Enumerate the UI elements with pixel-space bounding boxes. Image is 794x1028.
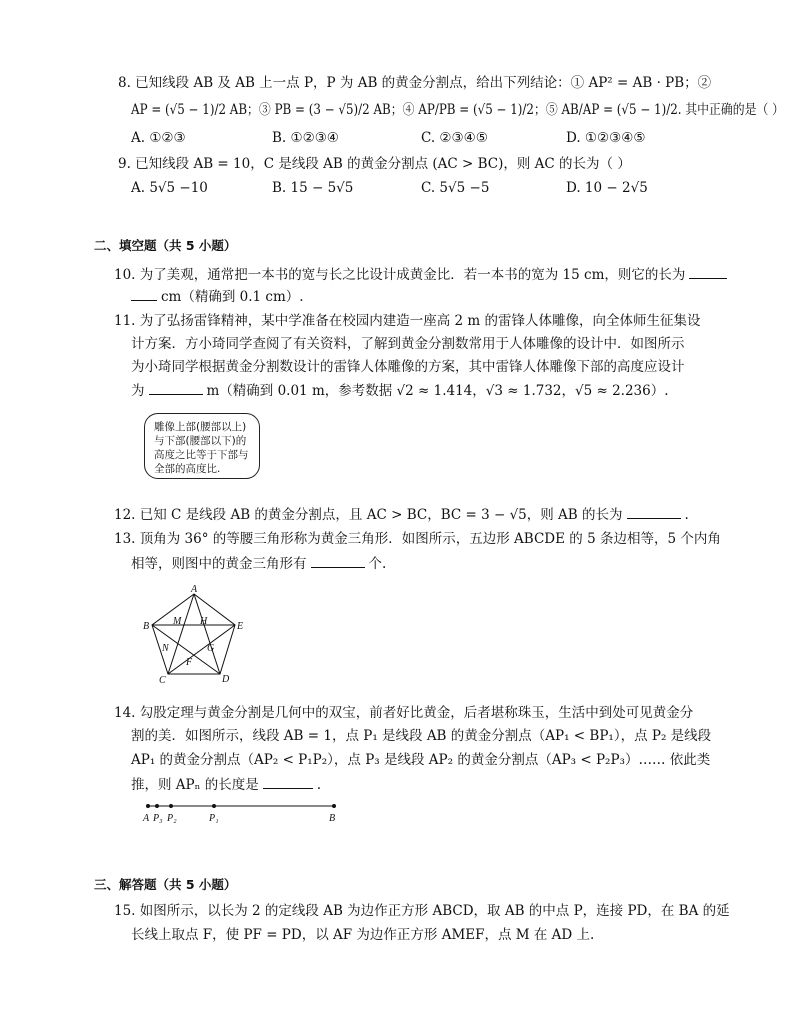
label-g: G — [207, 643, 215, 654]
q9-options — [131, 178, 751, 198]
label-c: C — [159, 675, 166, 684]
q11-note-line: 高度之比等于下部与 — [154, 449, 249, 461]
point-b — [332, 804, 336, 808]
q10-stem-line1 — [114, 264, 727, 285]
q14-stem-line2: 割的美．如图所示，线段 AB = 1，点 P₁ 是线段 AB 的黄金分割点（AP₁ < BP₁），点 P₂ 是线段 — [131, 728, 712, 744]
q12-text-2: . — [684, 507, 689, 523]
q10-answer-blank-b[interactable] — [131, 286, 157, 301]
q11-text-4b: m（精确到 0.01 m，参考数据 √2 ≈ 1.414，√3 ≈ 1.732，√5 ≈ 2.236）. — [206, 383, 669, 399]
point-p3 — [155, 804, 159, 808]
q8-option-d[interactable]: D. ①②③④⑤ — [566, 130, 646, 146]
q11-note-line: 雕像上部(腰部以上) — [154, 421, 247, 433]
q12-stem — [114, 504, 689, 525]
q11-note-box — [144, 413, 260, 479]
q11-answer-blank[interactable] — [149, 380, 203, 395]
q11-text-4a: 为 — [131, 383, 145, 399]
q9-option-c[interactable]: C. 5√5 −5 — [421, 180, 490, 196]
q13-stem-line1: 13. 顶角为 36° 的等腰三角形称为黄金三角形．如图所示，五边形 ABCDE 的 5 条边相等，5 个内角 — [114, 531, 721, 547]
q11-stem-line4 — [131, 380, 669, 401]
q15-stem-line1: 15. 如图所示，以长为 2 的定线段 AB 为边作正方形 ABCD，取 AB 的中点 P，连接 PD，在 BA 的延 — [114, 903, 730, 919]
point-p1 — [212, 804, 216, 808]
label-h: H — [200, 616, 208, 627]
q10-stem-line2 — [131, 286, 304, 307]
q9-option-b[interactable]: B. 15 − 5√5 — [272, 180, 354, 196]
q13-text-2b: 个. — [368, 556, 387, 572]
q11-stem-line3: 为小琦同学根据黄金分割数设计的雷锋人体雕像的方案，其中雷锋人体雕像下部的高度应设计 — [131, 359, 685, 375]
q11-stem-line1: 11. 为了弘扬雷锋精神，某中学准备在校园内建造一座高 2 m 的雷锋人体雕像，向全体师生征集设 — [114, 313, 701, 329]
q12-answer-blank[interactable] — [627, 504, 681, 519]
label-d: D — [222, 674, 230, 684]
q12-text-1: 12. 已知 C 是线段 AB 的黄金分割点，且 AC > BC，BC = 3 − √5，则 AB 的长为 — [114, 507, 623, 523]
label-e: E — [237, 621, 244, 632]
diagonal-ce — [168, 625, 235, 674]
q8-stem-line1: 8. 已知线段 AB 及 AB 上一点 P，P 为 AB 的黄金分割点，给出下列结论：① AP² = AB · PB；② — [118, 75, 712, 91]
q9-option-d[interactable]: D. 10 − 2√5 — [566, 180, 648, 196]
label-seg-p1: P₁ — [209, 813, 219, 824]
label-seg-a: A — [143, 813, 150, 824]
q8-option-b[interactable]: B. ①②③④ — [272, 130, 339, 146]
label-seg-p2: P₂ — [167, 813, 177, 824]
point-a — [146, 804, 150, 808]
pentagon-figure — [140, 584, 250, 684]
q8-stem-line2: AP = (√5 − 1)/2 AB；③ PB = (3 − √5)/2 AB；④ AP/PB = (√5 − 1)/2；⑤ AB/AP = (√5 − 1)/2. 其中正确的是（ ） — [131, 102, 785, 118]
label-b: B — [143, 621, 150, 632]
q14-stem-line1: 14. 勾股定理与黄金分割是几何中的双宝，前者好比黄金，后者堪称珠玉，生活中到处可见黄金分 — [114, 705, 694, 721]
section-2-title: 二、填空题（共 5 小题） — [94, 238, 237, 253]
q13-stem-line2 — [131, 553, 386, 574]
q11-stem-line2: 计方案．方小琦同学查阅了有关资料，了解到黄金分割数常用于人体雕像的设计中．如图所示 — [131, 336, 685, 352]
label-seg-b: B — [329, 813, 336, 824]
q9-stem: 9. 已知线段 AB = 10，C 是线段 AB 的黄金分割点 (AC > BC)，则 AC 的长为（ ） — [118, 156, 631, 172]
q10-text-2: cm（精确到 0.1 cm）. — [161, 289, 304, 305]
q8-option-a[interactable]: A. ①②③ — [131, 130, 186, 146]
q14-answer-blank[interactable] — [263, 774, 313, 789]
q10-answer-blank-a[interactable] — [689, 264, 727, 279]
segment-figure — [140, 798, 350, 824]
section-3-title: 三、解答题（共 5 小题） — [94, 877, 237, 892]
q13-text-2a: 相等，则图中的黄金三角形有 — [131, 556, 307, 572]
q10-text-1: 10. 为了美观，通常把一本书的宽与长之比设计成黄金比．若一本书的宽为 15 cm，则它的长为 — [114, 267, 686, 283]
diagonal-ad — [194, 594, 220, 674]
q11-note-line: 与下部(腰部以下)的 — [154, 435, 247, 447]
q9-option-a[interactable]: A. 5√5 −10 — [131, 180, 208, 196]
q14-stem-line4 — [131, 774, 321, 795]
point-p2 — [169, 804, 173, 808]
q15-stem-line2: 长线上取点 F，使 PF = PD，以 AF 为边作正方形 AMEF，点 M 在 AD 上. — [131, 927, 595, 943]
q14-stem-line3: AP₁ 的黄金分割点（AP₂ < P₁P₂），点 P₃ 是线段 AP₂ 的黄金分割点（AP₃ < P₂P₃）…… 依此类 — [131, 752, 711, 768]
label-seg-p3: P₃ — [153, 813, 163, 824]
q8-options — [131, 128, 751, 148]
q8-option-c[interactable]: C. ②③④⑤ — [421, 130, 488, 146]
label-n: N — [162, 643, 169, 654]
label-m: M — [173, 616, 182, 627]
q11-note-line: 全部的高度比. — [154, 463, 221, 475]
q14-text-4b: . — [316, 777, 322, 793]
label-a: A — [191, 584, 198, 595]
label-f: F — [186, 657, 193, 668]
q13-answer-blank[interactable] — [311, 553, 365, 568]
q14-text-4a: 推，则 APₙ 的长度是 — [131, 777, 259, 793]
